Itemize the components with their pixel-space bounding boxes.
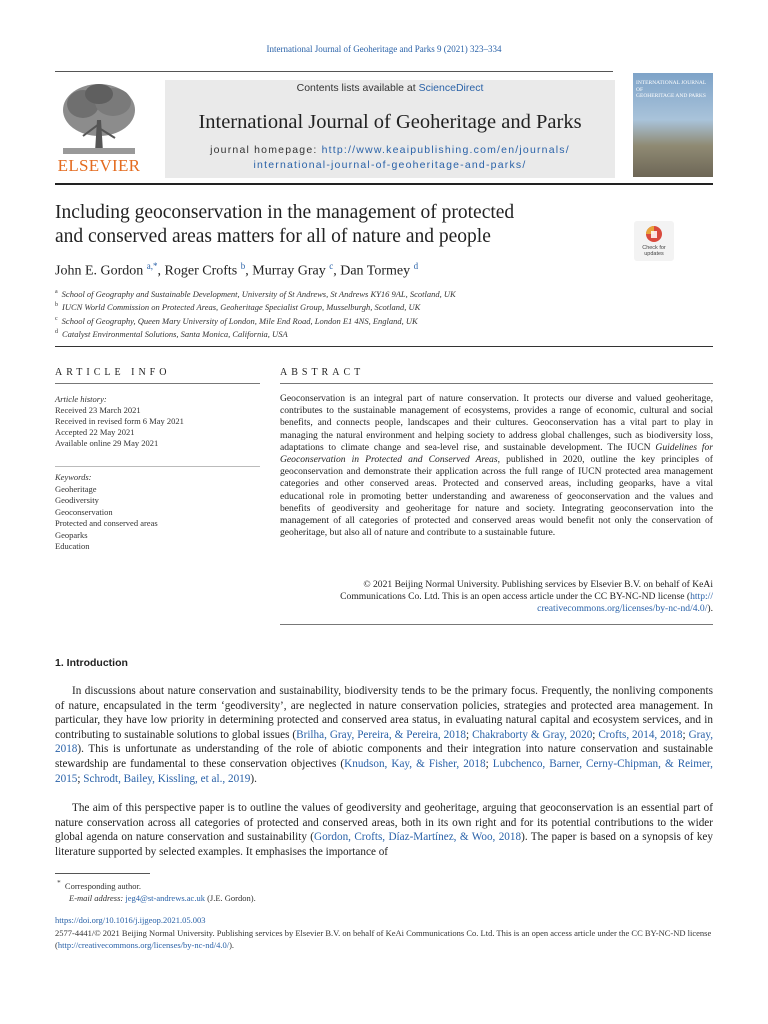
abstract-text: Geoconservation is an integral part of nature conservation. It protects our diverse and valued geoheritage, contributes to the sustainable management of ecosystems, provides a range of economic, cultural and social benefits, and connects people, landscapes and their cultures. Geoconservation has a vital part to play in managing the natural environment and helping society to address global challenges, such as biodiversity loss, adaptations to climate change and sea-level rise, and sustainable development. The IUCN Guidelines for Geoconservation in Protected and Conserved Areas, published in 2020, outline the key principles of geoconservation and demonstrate their application across the full range of IUCN protected area management categories and other conserved areas. Protected and conserved areas, including geoparks, have a vital educational role in promoting better understanding and awareness of geoconservation and the values and benefits of geodiversity and geoheritage for nature and society. Integrating geoconservation into the management of all categories of protected and conserved areas would benefit not only the conservation of geoheritage, but also all of nature and contribute to a sustainable future. [280, 393, 713, 539]
affiliations [55, 287, 456, 340]
journal-homepage: journal homepage: http://www.keaipublishing.com/en/journals/ international-journal-of-geoheritage-and-parks/ [210, 144, 570, 171]
affiliation-b: $^b$ IUCN World Commission on Protected Areas, Geoheritage Specialist Group, Musselburgh, Scotland, UK [55, 302, 421, 313]
affiliation-d: $^d$ Catalyst Environmental Solutions, Santa Monica, California, USA [55, 328, 288, 339]
author-list: John E. Gordon $^{a,*}$, Roger Crofts $^b$, Murray Gray $^c$, Dan Tormey $^d$ [55, 261, 419, 279]
author-1[interactable]: John E. Gordon [55, 263, 144, 279]
journal-cover-title: INTERNATIONAL JOURNAL OF GEOHERITAGE AND PARKS [636, 80, 707, 99]
keyword-item: Education [55, 541, 90, 551]
author-4[interactable]: Dan Tormey [340, 263, 411, 279]
check-for-updates-icon [634, 221, 674, 261]
keyword-item: Geoheritage [55, 483, 97, 494]
citation-link[interactable]: Brilha, Gray, Pereira, & Pereira, 2018 [296, 728, 467, 741]
corresponding-author-note: * Corresponding author. [57, 879, 141, 891]
journal-title: International Journal of Geoheritage and Parks [198, 111, 582, 133]
intro-paragraph-2: The aim of this perspective paper is to outline the values of geodiversity and geoheritage, arguing that geoconservation is an essential part of nature conservation across all categories of protected and conserved areas, both in its own right and for its potential contributions to the wider global agenda on nature conservation and sustainability (Gordon, Crofts, Díaz-Martínez, & Woo, 2018). The paper is based on a synopsis of key literature supported by selected examples. It emphasises the importance of [55, 802, 713, 858]
license-link-cont[interactable]: creativecommons.org/licenses/by-nc-nd/4.0/ [537, 603, 708, 615]
history-item: Available online 29 May 2021 [55, 438, 159, 448]
sciencedirect-link[interactable]: ScienceDirect [418, 82, 484, 94]
doi-link[interactable]: https://doi.org/10.1016/j.ijgeop.2021.05.003 [55, 915, 206, 925]
author-2-affil[interactable]: b [240, 261, 246, 271]
header-thick-divider [55, 183, 713, 185]
homepage-url-link-cont[interactable]: international-journal-of-geoheritage-and-parks/ [253, 159, 527, 171]
author-4-affil[interactable]: d [413, 261, 419, 271]
homepage-url-link[interactable]: http://www.keaipublishing.com/en/journals/ [321, 144, 570, 156]
affiliation-a: $^a$ School of Geography and Sustainable Development, University of St Andrews, St Andrews KY16 9AL, Scotland, UK [55, 288, 456, 299]
keyword-item: Geoconservation [55, 506, 113, 517]
article-history [55, 394, 184, 449]
article-info-heading: ARTICLE INFO [55, 367, 171, 378]
abstract-bottom-rule [280, 624, 713, 625]
citation-link[interactable]: Crofts, 2014, 2018 [598, 728, 683, 741]
section-heading-introduction: 1. Introduction [55, 657, 128, 669]
license-url-link[interactable]: http://creativecommons.org/licenses/by-nc-nd/4.0/ [57, 939, 230, 950]
abstract-copyright: © 2021 Beijing Normal University. Publishing services by Elsevier B.V. on behalf of KeAi Communications Co. Ltd. This is an open access article under the CC BY-NC-ND license (http:// creativecommons.org/licenses/by-nc-nd/4.0/). [340, 579, 713, 615]
header-divider [55, 71, 613, 72]
history-label: Article history: [55, 394, 107, 404]
email-note: E-mail address: jeg4@st-andrews.ac.uk (J.E. Gordon). [69, 893, 256, 904]
footnote-rule [55, 873, 150, 874]
citation-link[interactable]: Knudson, Kay, & Fisher, 2018 [344, 757, 486, 770]
contents-line: Contents lists available at ScienceDirect [296, 82, 484, 94]
keywords-label: Keywords: [55, 472, 92, 482]
keywords [55, 472, 158, 553]
author-3[interactable]: Murray Gray [252, 263, 326, 279]
author-2[interactable]: Roger Crofts [164, 263, 238, 279]
abstract-heading: ABSTRACT [280, 367, 365, 378]
keywords-rule [55, 466, 260, 467]
citation-link[interactable]: Gordon, Crofts, Díaz-Martínez, & Woo, 2018 [314, 831, 522, 844]
keyword-item: Geoparks [55, 529, 88, 540]
author-3-affil[interactable]: c [329, 261, 334, 271]
keyword-item: Protected and conserved areas [55, 518, 158, 528]
license-note: 2577-4441/© 2021 Beijing Normal University. Publishing services by Elsevier B.V. on behalf of KeAi Communications Co. Ltd. This is an open access article under the CC BY-NC-ND license (http://creativecommons.org/licenses/by-nc-nd/4.0/). [55, 928, 712, 950]
author-1-affil[interactable]: a,* [146, 261, 158, 271]
affiliation-c: $^c$ School of Geography, Queen Mary University of London, Mile End Road, London E1 4NS, England, UK [55, 315, 418, 326]
badge-label-2: updates [644, 251, 664, 257]
history-item: Received in revised form 6 May 2021 [55, 416, 184, 426]
article-info-rule [55, 383, 260, 384]
intro-paragraph-1: In discussions about nature conservation and sustainability, biodiversity tends to be the primary focus. Frequently, the nonliving components of nature, encapsulated in the term ‘geodiversity’, are neglected in nature conservation policies, strategies and protected area management. In particular, they have low priority in determining protected and conserved area status, in evaluating natural capital and ecosystem services, and in contributing to sustainable solutions to global issues (Brilha, Gray, Pereira, & Pereira, 2018; Chakraborty & Gray, 2020; Crofts, 2014, 2018; Gray, 2018). This is unfortunate as understanding of the role of abiotic components and their integration into nature conservation and sustainable stewardship are fundamental to these conservation objectives (Knudson, Kay, & Fisher, 2018; Lubchenco, Barner, Cerny-Chipman, & Reimer, 2015; Schrodt, Bailey, Kissling, et al., 2019). [55, 685, 714, 785]
email-link[interactable]: jeg4@st-andrews.ac.uk [125, 893, 205, 904]
history-item: Received 23 March 2021 [55, 405, 141, 415]
history-item: Accepted 22 May 2021 [55, 427, 135, 437]
front-matter-divider [55, 346, 713, 347]
elsevier-wordmark: ELSEVIER [57, 156, 141, 175]
journal-reference-link[interactable]: International Journal of Geoheritage and Parks 9 (2021) 323–334 [266, 44, 502, 54]
keyword-item: Geodiversity [55, 495, 99, 505]
citation-link[interactable]: Schrodt, Bailey, Kissling, et al., 2019 [83, 772, 251, 785]
abstract-rule [280, 383, 713, 384]
citation-link[interactable]: Lubchenco, Barner, Cerny-Chipman, & Reimer, 2015 [55, 757, 713, 785]
footnote [55, 877, 256, 905]
badge-label-1: Check for [642, 245, 666, 251]
check-for-updates-button[interactable] [634, 221, 674, 261]
license-link[interactable]: http:// [690, 591, 713, 603]
citation-link[interactable]: Chakraborty & Gray, 2020 [472, 728, 593, 741]
citation-link[interactable]: Gray, 2018 [55, 728, 714, 756]
paper-title: Including geoconservation in the management of protected and conserved areas matters for all of nature and people [55, 202, 515, 247]
